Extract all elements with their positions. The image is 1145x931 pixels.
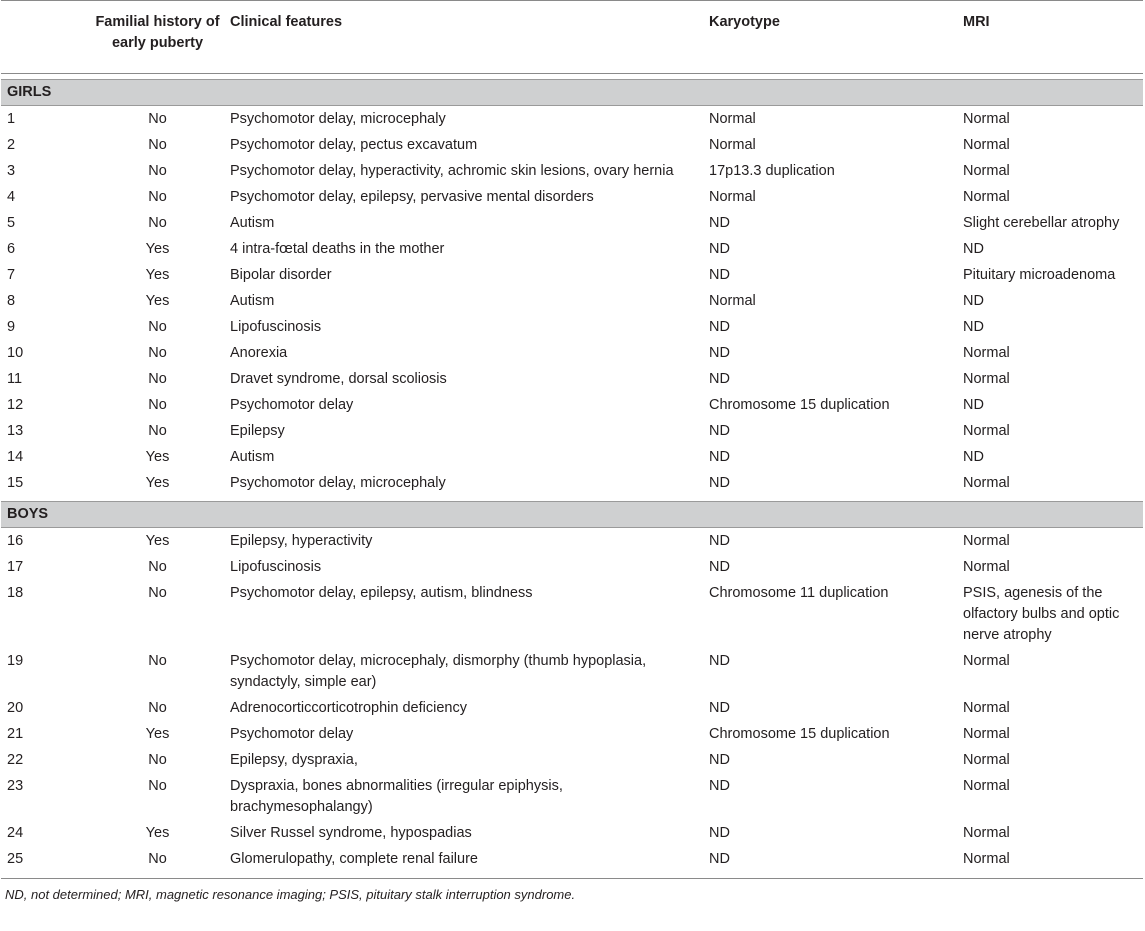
clinical-features-cell: Autism [230, 215, 275, 231]
familial-history-cell: No [148, 851, 167, 867]
table-row [1, 554, 1143, 580]
familial-history-cell: Yes [145, 825, 170, 841]
clinical-features-cell: Lipofuscinosis [230, 319, 322, 335]
karyotype-cell: ND [709, 825, 730, 841]
table-row [1, 262, 1143, 288]
karyotype-cell: Normal [709, 293, 756, 309]
row-id: 6 [7, 241, 16, 257]
clinical-features-cell: Epilepsy, dyspraxia, [230, 752, 358, 768]
header-karyotype: Karyotype [709, 14, 780, 30]
table-row [1, 695, 1143, 721]
table-row [1, 747, 1143, 773]
karyotype-cell: ND [709, 267, 730, 283]
karyotype-cell: Chromosome 15 duplication [709, 397, 890, 413]
table-row [1, 820, 1143, 846]
clinical-features-cell: Psychomotor delay, microcephaly [230, 475, 446, 491]
mri-cell: Normal [963, 371, 1010, 387]
karyotype-cell: ND [709, 475, 730, 491]
row-id: 15 [7, 475, 24, 491]
familial-history-cell: No [148, 137, 167, 153]
karyotype-cell: ND [709, 778, 730, 794]
row-id: 3 [7, 163, 16, 179]
familial-history-cell: No [148, 559, 167, 575]
mri-cell: ND [963, 241, 984, 257]
clinical-features-cell: Epilepsy [230, 423, 285, 439]
mri-cell: Normal [963, 345, 1010, 361]
mri-cell: Normal [963, 137, 1010, 153]
clinical-features-cell: Psychomotor delay, hyperactivity, achromic skin lesions, ovary hernia [230, 163, 674, 179]
section-label: BOYS [1, 502, 1143, 528]
table-body [1, 74, 1143, 879]
table-row [1, 158, 1143, 184]
mri-cell: ND [963, 293, 984, 309]
row-id: 19 [7, 653, 24, 669]
karyotype-cell: Chromosome 11 duplication [709, 585, 889, 601]
mri-cell: ND [963, 449, 984, 465]
table-row [1, 444, 1143, 470]
table-row [1, 210, 1143, 236]
table-row [1, 340, 1143, 366]
table-header [1, 1, 1143, 74]
familial-history-cell: Yes [145, 241, 170, 257]
familial-history-cell: No [148, 752, 167, 768]
clinical-features-cell: Psychomotor delay, microcephaly, dismorphy (thumb hypoplasia, syndactyly, simple ear) [230, 653, 647, 690]
section-row [1, 80, 1143, 106]
table-row [1, 580, 1143, 648]
table-row [1, 314, 1143, 340]
table-row [1, 721, 1143, 747]
karyotype-cell: Normal [709, 111, 756, 127]
mri-cell: Normal [963, 533, 1010, 549]
header-row [1, 1, 1143, 74]
row-id: 11 [7, 371, 23, 387]
table-footnote: ND, not determined; MRI, magnetic resonance imaging; PSIS, pituitary stalk interruption syndrome. [5, 887, 576, 902]
mri-cell: ND [963, 397, 984, 413]
karyotype-cell: ND [709, 215, 730, 231]
karyotype-cell: ND [709, 423, 730, 439]
karyotype-cell: ND [709, 371, 730, 387]
familial-history-cell: No [148, 215, 167, 231]
mri-cell: Normal [963, 111, 1010, 127]
familial-history-cell: No [148, 111, 167, 127]
table-row [1, 288, 1143, 314]
karyotype-cell: 17p13.3 duplication [709, 163, 835, 179]
bottom-rule [1, 878, 1143, 879]
row-id: 2 [7, 137, 16, 153]
familial-history-cell: No [148, 585, 167, 601]
row-id: 7 [7, 267, 16, 283]
mri-cell: Normal [963, 653, 1010, 669]
row-id: 17 [7, 559, 24, 575]
header-familial-history: Familial history of early puberty [95, 14, 220, 51]
mri-cell: Normal [963, 778, 1010, 794]
karyotype-cell: ND [709, 449, 730, 465]
table-row [1, 773, 1143, 820]
familial-history-cell: No [148, 371, 167, 387]
header-id [1, 1, 85, 74]
clinical-features-cell: 4 intra-fœtal deaths in the mother [230, 241, 445, 257]
karyotype-cell: ND [709, 319, 730, 335]
row-id: 9 [7, 319, 16, 335]
familial-history-cell: No [148, 345, 167, 361]
mri-cell: Normal [963, 163, 1010, 179]
karyotype-cell: ND [709, 700, 730, 716]
clinical-features-cell: Dyspraxia, bones abnormalities (irregular epiphysis, brachymesophalangy) [230, 778, 563, 815]
mri-cell: Pituitary microadenoma [963, 267, 1116, 283]
clinical-features-cell: Dravet syndrome, dorsal scoliosis [230, 371, 447, 387]
familial-history-cell: Yes [145, 267, 170, 283]
table-row [1, 418, 1143, 444]
clinical-features-cell: Bipolar disorder [230, 267, 332, 283]
karyotype-cell: ND [709, 241, 730, 257]
clinical-features-cell: Autism [230, 449, 275, 465]
row-id: 25 [7, 851, 24, 867]
table-row [1, 470, 1143, 496]
row-id: 21 [7, 726, 24, 742]
familial-history-cell: Yes [145, 293, 170, 309]
table-row [1, 648, 1143, 695]
row-id: 8 [7, 293, 16, 309]
row-id: 22 [7, 752, 24, 768]
row-id: 14 [7, 449, 24, 465]
clinical-features-cell: Psychomotor delay [230, 726, 354, 742]
karyotype-cell: Normal [709, 189, 756, 205]
mri-cell: PSIS, agenesis of the olfactory bulbs and optic nerve atrophy [963, 585, 1120, 643]
mri-cell: Normal [963, 700, 1010, 716]
clinical-features-cell: Epilepsy, hyperactivity [230, 533, 373, 549]
clinical-features-cell: Glomerulopathy, complete renal failure [230, 851, 478, 867]
mri-cell: Normal [963, 752, 1010, 768]
row-id: 4 [7, 189, 16, 205]
section-label: GIRLS [1, 80, 1143, 106]
familial-history-cell: Yes [145, 726, 170, 742]
familial-history-cell: Yes [145, 533, 170, 549]
mri-cell: Normal [963, 726, 1010, 742]
row-id: 23 [7, 778, 24, 794]
row-id: 13 [7, 423, 24, 439]
table-row [1, 528, 1143, 555]
familial-history-cell: No [148, 397, 167, 413]
table-row [1, 184, 1143, 210]
clinical-features-cell: Psychomotor delay, epilepsy, pervasive mental disorders [230, 189, 594, 205]
table-row [1, 846, 1143, 878]
table-row [1, 106, 1143, 133]
table-row [1, 236, 1143, 262]
clinical-features-cell: Anorexia [230, 345, 288, 361]
row-id: 18 [7, 585, 24, 601]
row-id: 24 [7, 825, 24, 841]
clinical-features-cell: Psychomotor delay, pectus excavatum [230, 137, 478, 153]
row-id: 20 [7, 700, 24, 716]
karyotype-cell: ND [709, 752, 730, 768]
familial-history-cell: No [148, 778, 167, 794]
mri-cell: Normal [963, 423, 1010, 439]
row-id: 10 [7, 345, 24, 361]
familial-history-cell: No [148, 653, 167, 669]
karyotype-cell: ND [709, 533, 730, 549]
familial-history-cell: No [148, 423, 167, 439]
familial-history-cell: No [148, 319, 167, 335]
mri-cell: Normal [963, 475, 1010, 491]
table-row [1, 132, 1143, 158]
familial-history-cell: No [148, 700, 167, 716]
row-id: 12 [7, 397, 24, 413]
mri-cell: Normal [963, 189, 1010, 205]
karyotype-cell: ND [709, 345, 730, 361]
familial-history-cell: No [148, 189, 167, 205]
patients-table [1, 0, 1143, 878]
karyotype-cell: ND [709, 653, 730, 669]
header-clinical-features: Clinical features [230, 14, 343, 30]
row-id: 1 [7, 111, 16, 127]
row-id: 5 [7, 215, 16, 231]
karyotype-cell: ND [709, 559, 730, 575]
clinical-features-cell: Adrenocorticcorticotrophin deficiency [230, 700, 467, 716]
table-row [1, 392, 1143, 418]
clinical-features-cell: Lipofuscinosis [230, 559, 322, 575]
karyotype-cell: ND [709, 851, 730, 867]
mri-cell: Normal [963, 825, 1010, 841]
clinical-features-cell: Psychomotor delay [230, 397, 354, 413]
karyotype-cell: Normal [709, 137, 756, 153]
familial-history-cell: Yes [145, 475, 170, 491]
familial-history-cell: Yes [145, 449, 170, 465]
mri-cell: Normal [963, 559, 1010, 575]
clinical-features-cell: Psychomotor delay, microcephaly [230, 111, 446, 127]
row-id: 16 [7, 533, 24, 549]
clinical-features-cell: Autism [230, 293, 275, 309]
clinical-features-cell: Silver Russel syndrome, hypospadias [230, 825, 472, 841]
clinical-features-cell: Psychomotor delay, epilepsy, autism, blindness [230, 585, 533, 601]
mri-cell: Normal [963, 851, 1010, 867]
mri-cell: Slight cerebellar atrophy [963, 215, 1120, 231]
table-row [1, 366, 1143, 392]
familial-history-cell: No [148, 163, 167, 179]
section-row [1, 502, 1143, 528]
karyotype-cell: Chromosome 15 duplication [709, 726, 890, 742]
header-mri: MRI [963, 14, 990, 30]
mri-cell: ND [963, 319, 984, 335]
